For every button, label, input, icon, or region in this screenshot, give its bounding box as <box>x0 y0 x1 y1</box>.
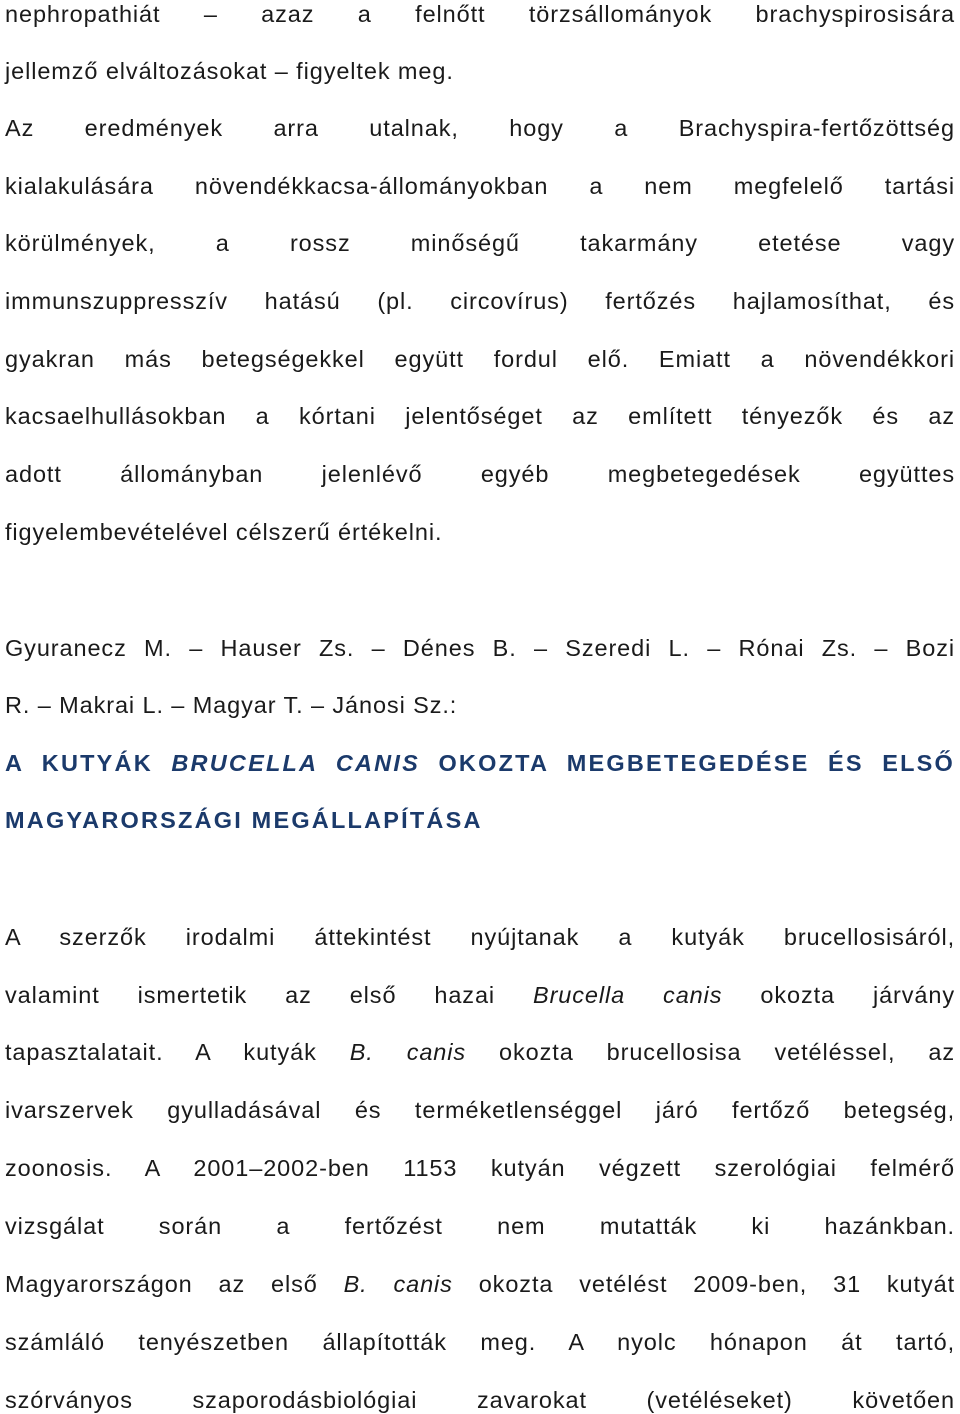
organism-name: B. canis <box>349 1039 467 1065</box>
abstract-text: Magyarországon az első <box>5 1271 344 1297</box>
paragraph-line: jellemző elváltozásokat – figyeltek meg. <box>5 58 454 84</box>
article-title <box>5 749 955 777</box>
abstract-line: zoonosis. A 2001–2002-ben 1153 kutyán végzett szerológiai felmérő <box>5 1155 955 1181</box>
paragraph-line: Az eredmények arra utalnak, hogy a Brachyspira-fertőzöttség <box>5 115 955 141</box>
paragraph-line: kialakulására növendékkacsa-állományokban a nem megfelelő tartási <box>5 173 955 199</box>
article-title: MAGYARORSZÁGI MEGÁLLAPÍTÁSA <box>5 807 483 833</box>
abstract-line: szórványos szaporodásbiológiai zavarokat (vetéléseket) követően <box>5 1387 955 1413</box>
paragraph-line: gyakran más betegségekkel együtt fordul elő. Emiatt a növendékkori <box>5 346 955 372</box>
abstract-line <box>5 981 955 1009</box>
abstract-line: A szerzők irodalmi áttekintést nyújtanak a kutyák brucellosisáról, <box>5 924 955 950</box>
abstract-text: okozta járvány <box>722 982 955 1008</box>
abstract-line: vizsgálat során a fertőzést nem mutatták ki hazánkban. <box>5 1213 955 1239</box>
paragraph-line: immunszuppresszív hatású (pl. circovírus) fertőzés hajlamosíthat, és <box>5 288 955 314</box>
abstract-text: okozta vetélést 2009-ben, 31 kutyát <box>452 1271 955 1297</box>
abstract-text: valamint ismertetik az első hazai <box>5 982 533 1008</box>
organism-name: Brucella canis <box>533 982 723 1008</box>
paragraph-line: nephropathiát – azaz a felnőtt törzsállományok brachyspirosisára <box>5 1 955 27</box>
paragraph-line: adott állományban jelenlévő egyéb megbetegedések együttes <box>5 461 955 487</box>
abstract-text: tapasztalatait. A kutyák <box>5 1039 350 1065</box>
paragraph-line: körülmények, a rossz minőségű takarmány etetése vagy <box>5 230 955 256</box>
organism-name: B. canis <box>343 1271 453 1297</box>
paragraph-line: kacsaelhullásokban a kórtani jelentőséget az említett tényezők és az <box>5 403 955 429</box>
abstract-line <box>5 1270 955 1298</box>
author-list: R. – Makrai L. – Magyar T. – Jánosi Sz.: <box>5 692 458 718</box>
abstract-text: okozta brucellosisa vetéléssel, az <box>466 1039 955 1065</box>
title-organism: BRUCELLA CANIS <box>171 750 420 776</box>
abstract-line <box>5 1038 955 1066</box>
title-text: OKOZTA MEGBETEGEDÉSE ÉS ELSŐ <box>419 750 955 776</box>
paragraph-line: figyelembevételével célszerű értékelni. <box>5 519 443 545</box>
abstract-line: ivarszervek gyulladásával és terméketlenséggel járó fertőző betegség, <box>5 1097 955 1123</box>
title-text: A KUTYÁK <box>5 750 172 776</box>
abstract-line: számláló tenyészetben állapították meg. A nyolc hónapon át tartó, <box>5 1329 955 1355</box>
author-list: Gyuranecz M. – Hauser Zs. – Dénes B. – Szeredi L. – Rónai Zs. – Bozi <box>5 635 955 661</box>
